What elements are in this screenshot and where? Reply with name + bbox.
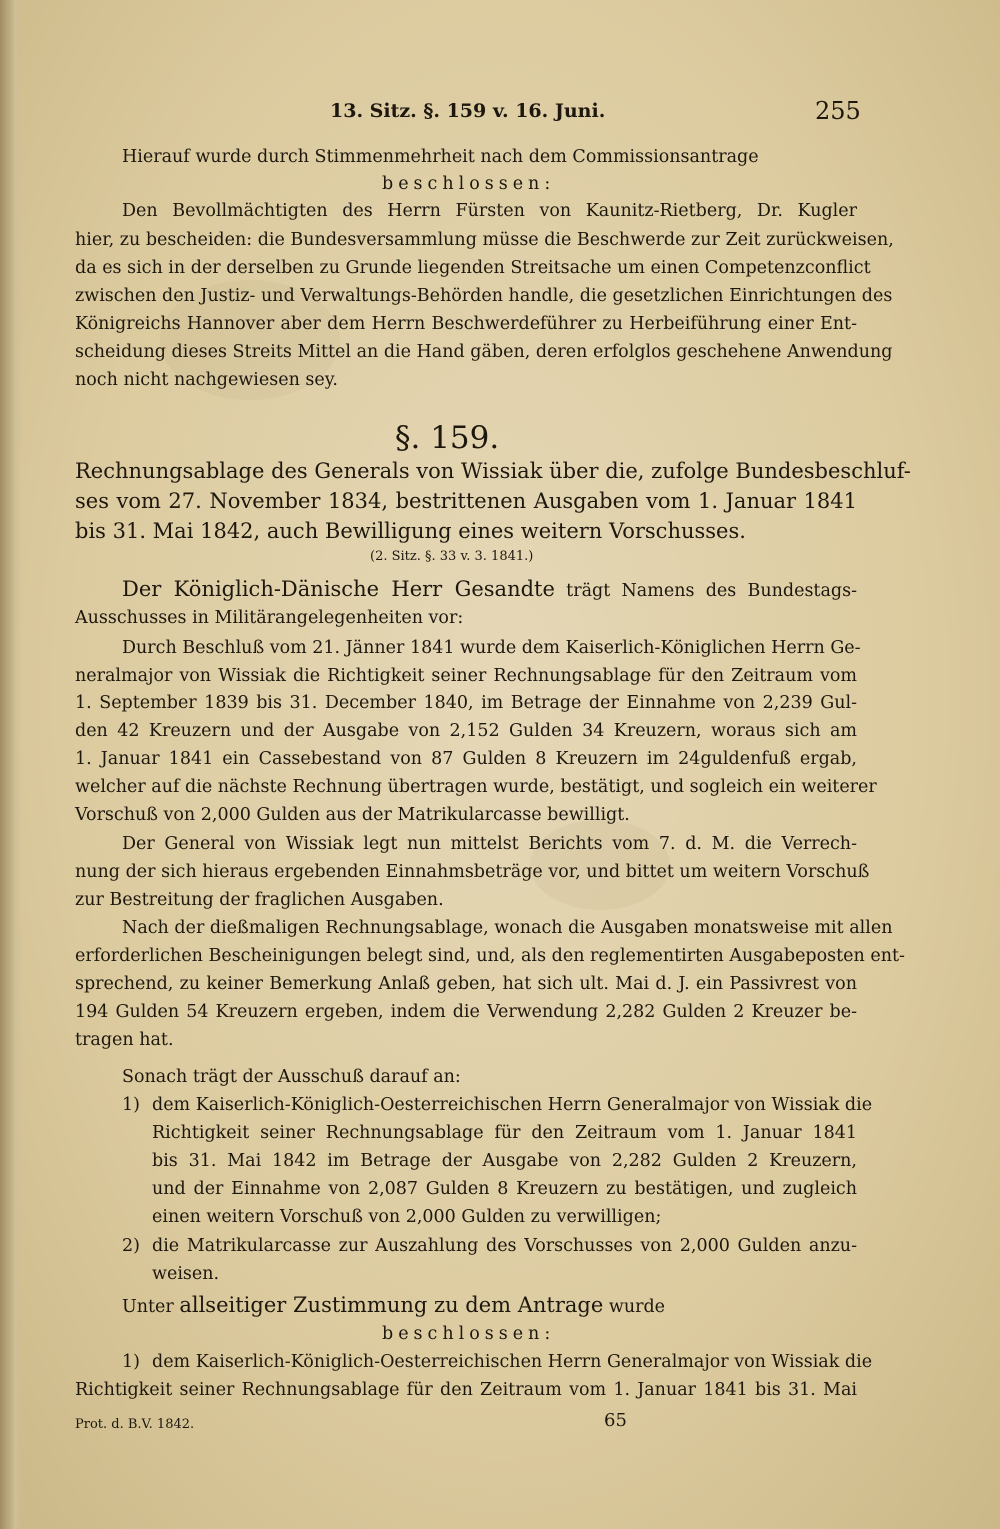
text-line: tragen hat. [75, 1030, 174, 1050]
motion-line: bis 31. Mai 1842 im Betrage der Ausgabe von 2,282 Gulden 2 Kreuzern, [152, 1151, 857, 1171]
text-line: erforderlichen Bescheinigungen belegt sind, und, als den reglementirten Ausgabeposten ent- [75, 946, 905, 966]
resolution-heading: beschlossen: [382, 174, 556, 194]
motion-line: weisen. [152, 1264, 220, 1284]
text-line: nung der sich hieraus ergebenden Einnahmsbeträge vor, und bittet um weitern Vorschuß [75, 862, 870, 882]
text-line: sprechend, zu keiner Bemerkung Anlaß geben, hat sich ult. Mai d. J. ein Passivrest von [75, 974, 857, 994]
text-line: 1. September 1839 bis 31. December 1840, im Betrage der Einnahme von 2,239 Gul- [75, 693, 857, 713]
running-head: 13. Sitz. §. 159 v. 16. Juni. [330, 100, 606, 122]
text-line: welcher auf die nächste Rechnung übertragen wurde, bestätigt, und sogleich ein weiterer [75, 777, 877, 797]
resolution-line: Richtigkeit seiner Rechnungsablage für den Zeitraum vom 1. Januar 1841 bis 31. Mai [75, 1380, 857, 1400]
section-title-line: bis 31. Mai 1842, auch Bewilligung eines weitern Vorschusses. [75, 519, 746, 543]
page-number: 255 [815, 97, 861, 125]
text-line: Vorschuß von 2,000 Gulden aus der Matrikularcasse bewilligt. [75, 805, 630, 825]
motion-number: 2) [122, 1236, 140, 1256]
text-line: Durch Beschluß vom 21. Jänner 1841 wurde dem Kaiserlich-Königlichen Herrn Ge- [122, 638, 861, 658]
footer-signature: Prot. d. B.V. 1842. [75, 1417, 195, 1432]
speaker-text: trägt Namens des Bundestags- [554, 581, 857, 601]
motion-line: und der Einnahme von 2,087 Gulden 8 Kreuzern zu bestätigen, und zugleich [152, 1179, 857, 1199]
motion-line: dem Kaiserlich-Königlich-Oesterreichischen Herrn Generalmajor von Wissiak die [152, 1095, 873, 1115]
resolution-number: 1) [122, 1352, 140, 1372]
resolution-line: dem Kaiserlich-Königlich-Oesterreichischen Herrn Generalmajor von Wissiak die [152, 1352, 873, 1372]
resolution-heading: beschlossen: [382, 1324, 556, 1344]
text-line: hier, zu bescheiden: die Bundesversammlung müsse die Beschwerde zur Zeit zurückweisen, [75, 230, 894, 250]
section-number: §. 159. [395, 420, 500, 456]
consent-text: wurde [603, 1297, 666, 1317]
motion-line: Richtigkeit seiner Rechnungsablage für den Zeitraum vom 1. Januar 1841 [152, 1123, 857, 1143]
text-line: da es sich in der derselben zu Grunde liegenden Streitsache um einen Competenzconflict [75, 258, 871, 278]
consent-line [122, 1294, 665, 1318]
section-reference: (2. Sitz. §. 33 v. 3. 1841.) [370, 549, 534, 564]
sheet-number: 65 [604, 1410, 627, 1431]
consent-text: Unter [122, 1297, 180, 1317]
text-line: noch nicht nachgewiesen sey. [75, 370, 338, 390]
text-line: Königreichs Hannover aber dem Herrn Beschwerdeführer zu Herbeiführung einer Ent- [75, 314, 857, 334]
motion-intro: Sonach trägt der Ausschuß darauf an: [122, 1067, 461, 1087]
speaker-line [122, 578, 857, 602]
text-line: Den Bevollmächtigten des Herrn Fürsten von Kaunitz-Rietberg, Dr. Kugler [122, 201, 857, 221]
section-title-line: ses vom 27. November 1834, bestrittenen Ausgaben vom 1. Januar 1841 [75, 489, 857, 513]
consent-emphasis: allseitiger Zustimmung zu dem Antrage [179, 1293, 604, 1317]
text-line: zur Bestreitung der fraglichen Ausgaben. [75, 890, 444, 910]
text-line: 194 Gulden 54 Kreuzern ergeben, indem die Verwendung 2,282 Gulden 2 Kreuzer be- [75, 1002, 857, 1022]
text-line: Der General von Wissiak legt nun mittelst Berichts vom 7. d. M. die Verrech- [122, 834, 857, 854]
speaker-name: Der Königlich-Dänische Herr Gesandte [122, 577, 555, 601]
motion-line: die Matrikularcasse zur Auszahlung des Vorschusses von 2,000 Gulden anzu- [152, 1236, 857, 1256]
intro-line: Hierauf wurde durch Stimmenmehrheit nach dem Commissionsantrage [122, 147, 759, 167]
text-line: neralmajor von Wissiak die Richtigkeit seiner Rechnungsablage für den Zeitraum vom [75, 666, 857, 686]
section-title-line: Rechnungsablage des Generals von Wissiak über die, zufolge Bundesbeschluf- [75, 459, 911, 483]
motion-line: einen weitern Vorschuß von 2,000 Gulden zu verwilligen; [152, 1207, 662, 1227]
motion-number: 1) [122, 1095, 140, 1115]
text-line: den 42 Kreuzern und der Ausgabe von 2,152 Gulden 34 Kreuzern, woraus sich am [75, 721, 857, 741]
text-line: zwischen den Justiz- und Verwaltungs-Behörden handle, die gesetzlichen Einrichtungen des [75, 286, 893, 306]
text-line: scheidung dieses Streits Mittel an die Hand gäben, deren erfolglos geschehene Anwendung [75, 342, 893, 362]
text-line: 1. Januar 1841 ein Cassebestand von 87 Gulden 8 Kreuzern im 24guldenfuß ergab, [75, 749, 857, 769]
text-line: Nach der dießmaligen Rechnungsablage, wonach die Ausgaben monatsweise mit allen [122, 918, 893, 938]
book-binding-edge [0, 0, 22, 1529]
text-line: Ausschusses in Militärangelegenheiten vor: [75, 608, 464, 628]
